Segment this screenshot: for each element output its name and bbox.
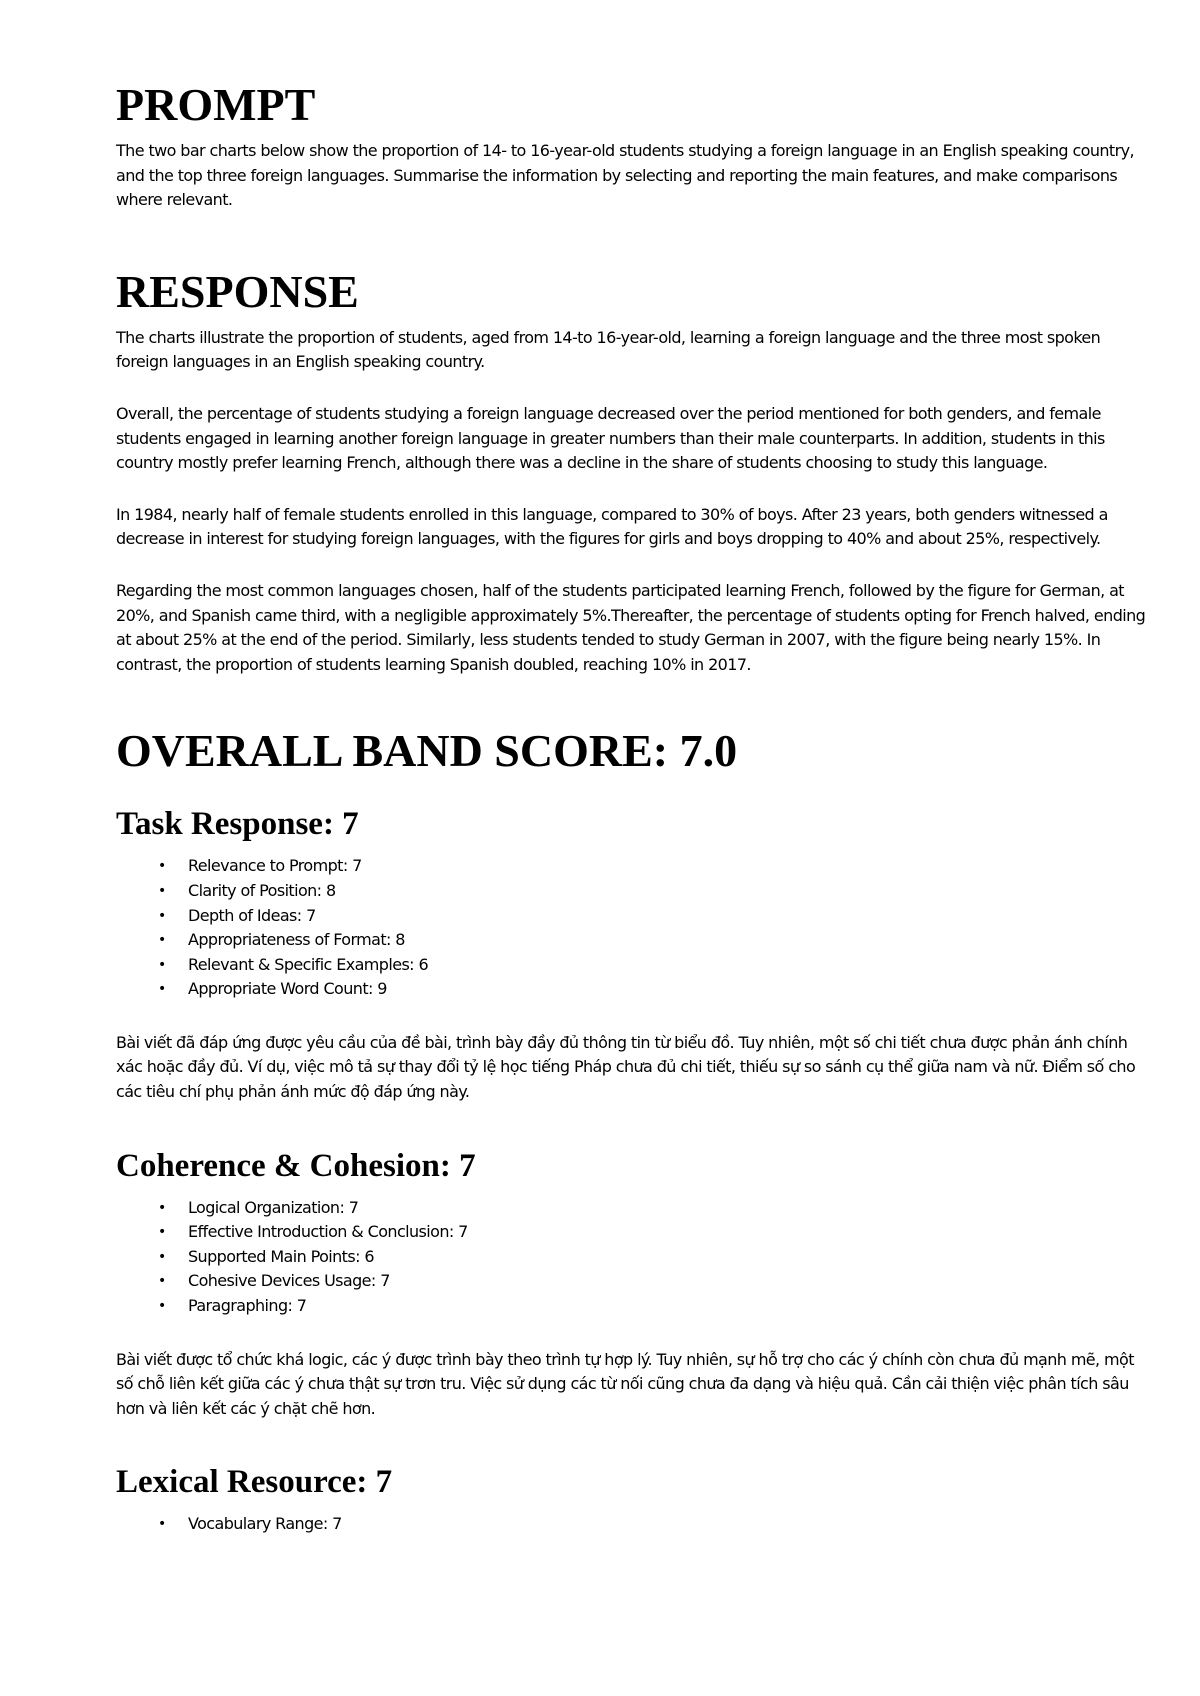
- response-paragraph: Overall, the percentage of students studying a foreign language decreased over the period mentioned for both genders, and female students engaged in learning another foreign language in greater numbers than their male counterparts. In addition, students in this country mostly prefer learning French, although there was a decline in the share of students choosing to study this language.: [116, 403, 1105, 473]
- criterion-item: • Cohesive Devices Usage: 7: [188, 1269, 1146, 1294]
- criterion-item: • Relevance to Prompt: 7: [188, 854, 1146, 879]
- overall-band-score-heading: OVERALL BAND SCORE: 7.0: [116, 725, 738, 777]
- criterion-item: • Clarity of Position: 8: [188, 879, 1146, 904]
- task-response-heading: Task Response: 7: [116, 806, 359, 843]
- task-response-criteria-list: [116, 854, 1146, 1002]
- criterion-item: • Supported Main Points: 6: [188, 1245, 1146, 1270]
- lexical-criteria-list: [116, 1512, 1146, 1537]
- criterion-item: • Depth of Ideas: 7: [188, 904, 1146, 929]
- document-page: [116, 0, 1146, 1537]
- lexical-resource-heading: Lexical Resource: 7: [116, 1464, 393, 1501]
- prompt-heading: PROMPT: [116, 79, 316, 130]
- response-paragraph: Regarding the most common languages chosen, half of the students participated learning French, followed by the figure for German, at 20%, and Spanish came third, with a negligible approximately 5%.Thereafter, the percentage of students opting for French halved, ending at about 25% at the end of the period. Similarly, less students tended to study German in 2007, with the figure being nearly 15%. In contrast, the proportion of students learning Spanish doubled, reaching 10% in 2017.: [116, 580, 1146, 674]
- prompt-text: The two bar charts below show the proportion of 14- to 16-year-old students studying a foreign language in an English speaking country, and the top three foreign languages. Summarise the information by selecting and reporting the main features, and make comparisons where relevant.: [116, 141, 1134, 210]
- response-paragraph: In 1984, nearly half of female students enrolled in this language, compared to 30% of boys. After 23 years, both genders witnessed a decrease in interest for studying foreign languages, with the figures for girls and boys dropping to 40% and about 25%, respectively.: [116, 504, 1108, 549]
- coherence-criteria-list: [116, 1196, 1146, 1319]
- criterion-item: • Paragraphing: 7: [188, 1294, 1146, 1319]
- criterion-item: • Appropriateness of Format: 8: [188, 928, 1146, 953]
- response-paragraph: The charts illustrate the proportion of students, aged from 14-to 16-year-old, learning a foreign language and the three most spoken foreign languages in an English speaking country.: [116, 327, 1101, 372]
- coherence-cohesion-heading: Coherence & Cohesion: 7: [116, 1147, 476, 1184]
- criterion-item: • Vocabulary Range: 7: [188, 1512, 1146, 1537]
- criterion-item: • Logical Organization: 7: [188, 1196, 1146, 1221]
- criterion-item: • Effective Introduction & Conclusion: 7: [188, 1220, 1146, 1245]
- criterion-item: • Relevant & Specific Examples: 6: [188, 953, 1146, 978]
- coherence-comment: Bài viết được tổ chức khá logic, các ý được trình bày theo trình tự hợp lý. Tuy nhiên, sự hỗ trợ cho các ý chính còn chưa đủ mạnh mẽ, một số chỗ liên kết giữa các ý chưa thật sự trơn tru. Việc sử dụng các từ nối cũng chưa đa dạng và hiệu quả. Cần cải thiện việc phân tích sâu hơn và liên kết các ý chặt chẽ hơn.: [116, 1349, 1134, 1418]
- criterion-item: • Appropriate Word Count: 9: [188, 977, 1146, 1002]
- response-heading: RESPONSE: [116, 265, 359, 317]
- task-response-comment: Bài viết đã đáp ứng được yêu cầu của đề bài, trình bày đầy đủ thông tin từ biểu đồ. Tuy nhiên, một số chi tiết chưa được phản ánh chính xác hoặc đầy đủ. Ví dụ, việc mô tả sự thay đổi tỷ lệ học tiếng Pháp chưa đủ chi tiết, thiếu sự so sánh cụ thể giữa nam và nữ. Điểm số cho các tiêu chí phụ phản ánh mức độ đáp ứng này.: [116, 1032, 1136, 1102]
